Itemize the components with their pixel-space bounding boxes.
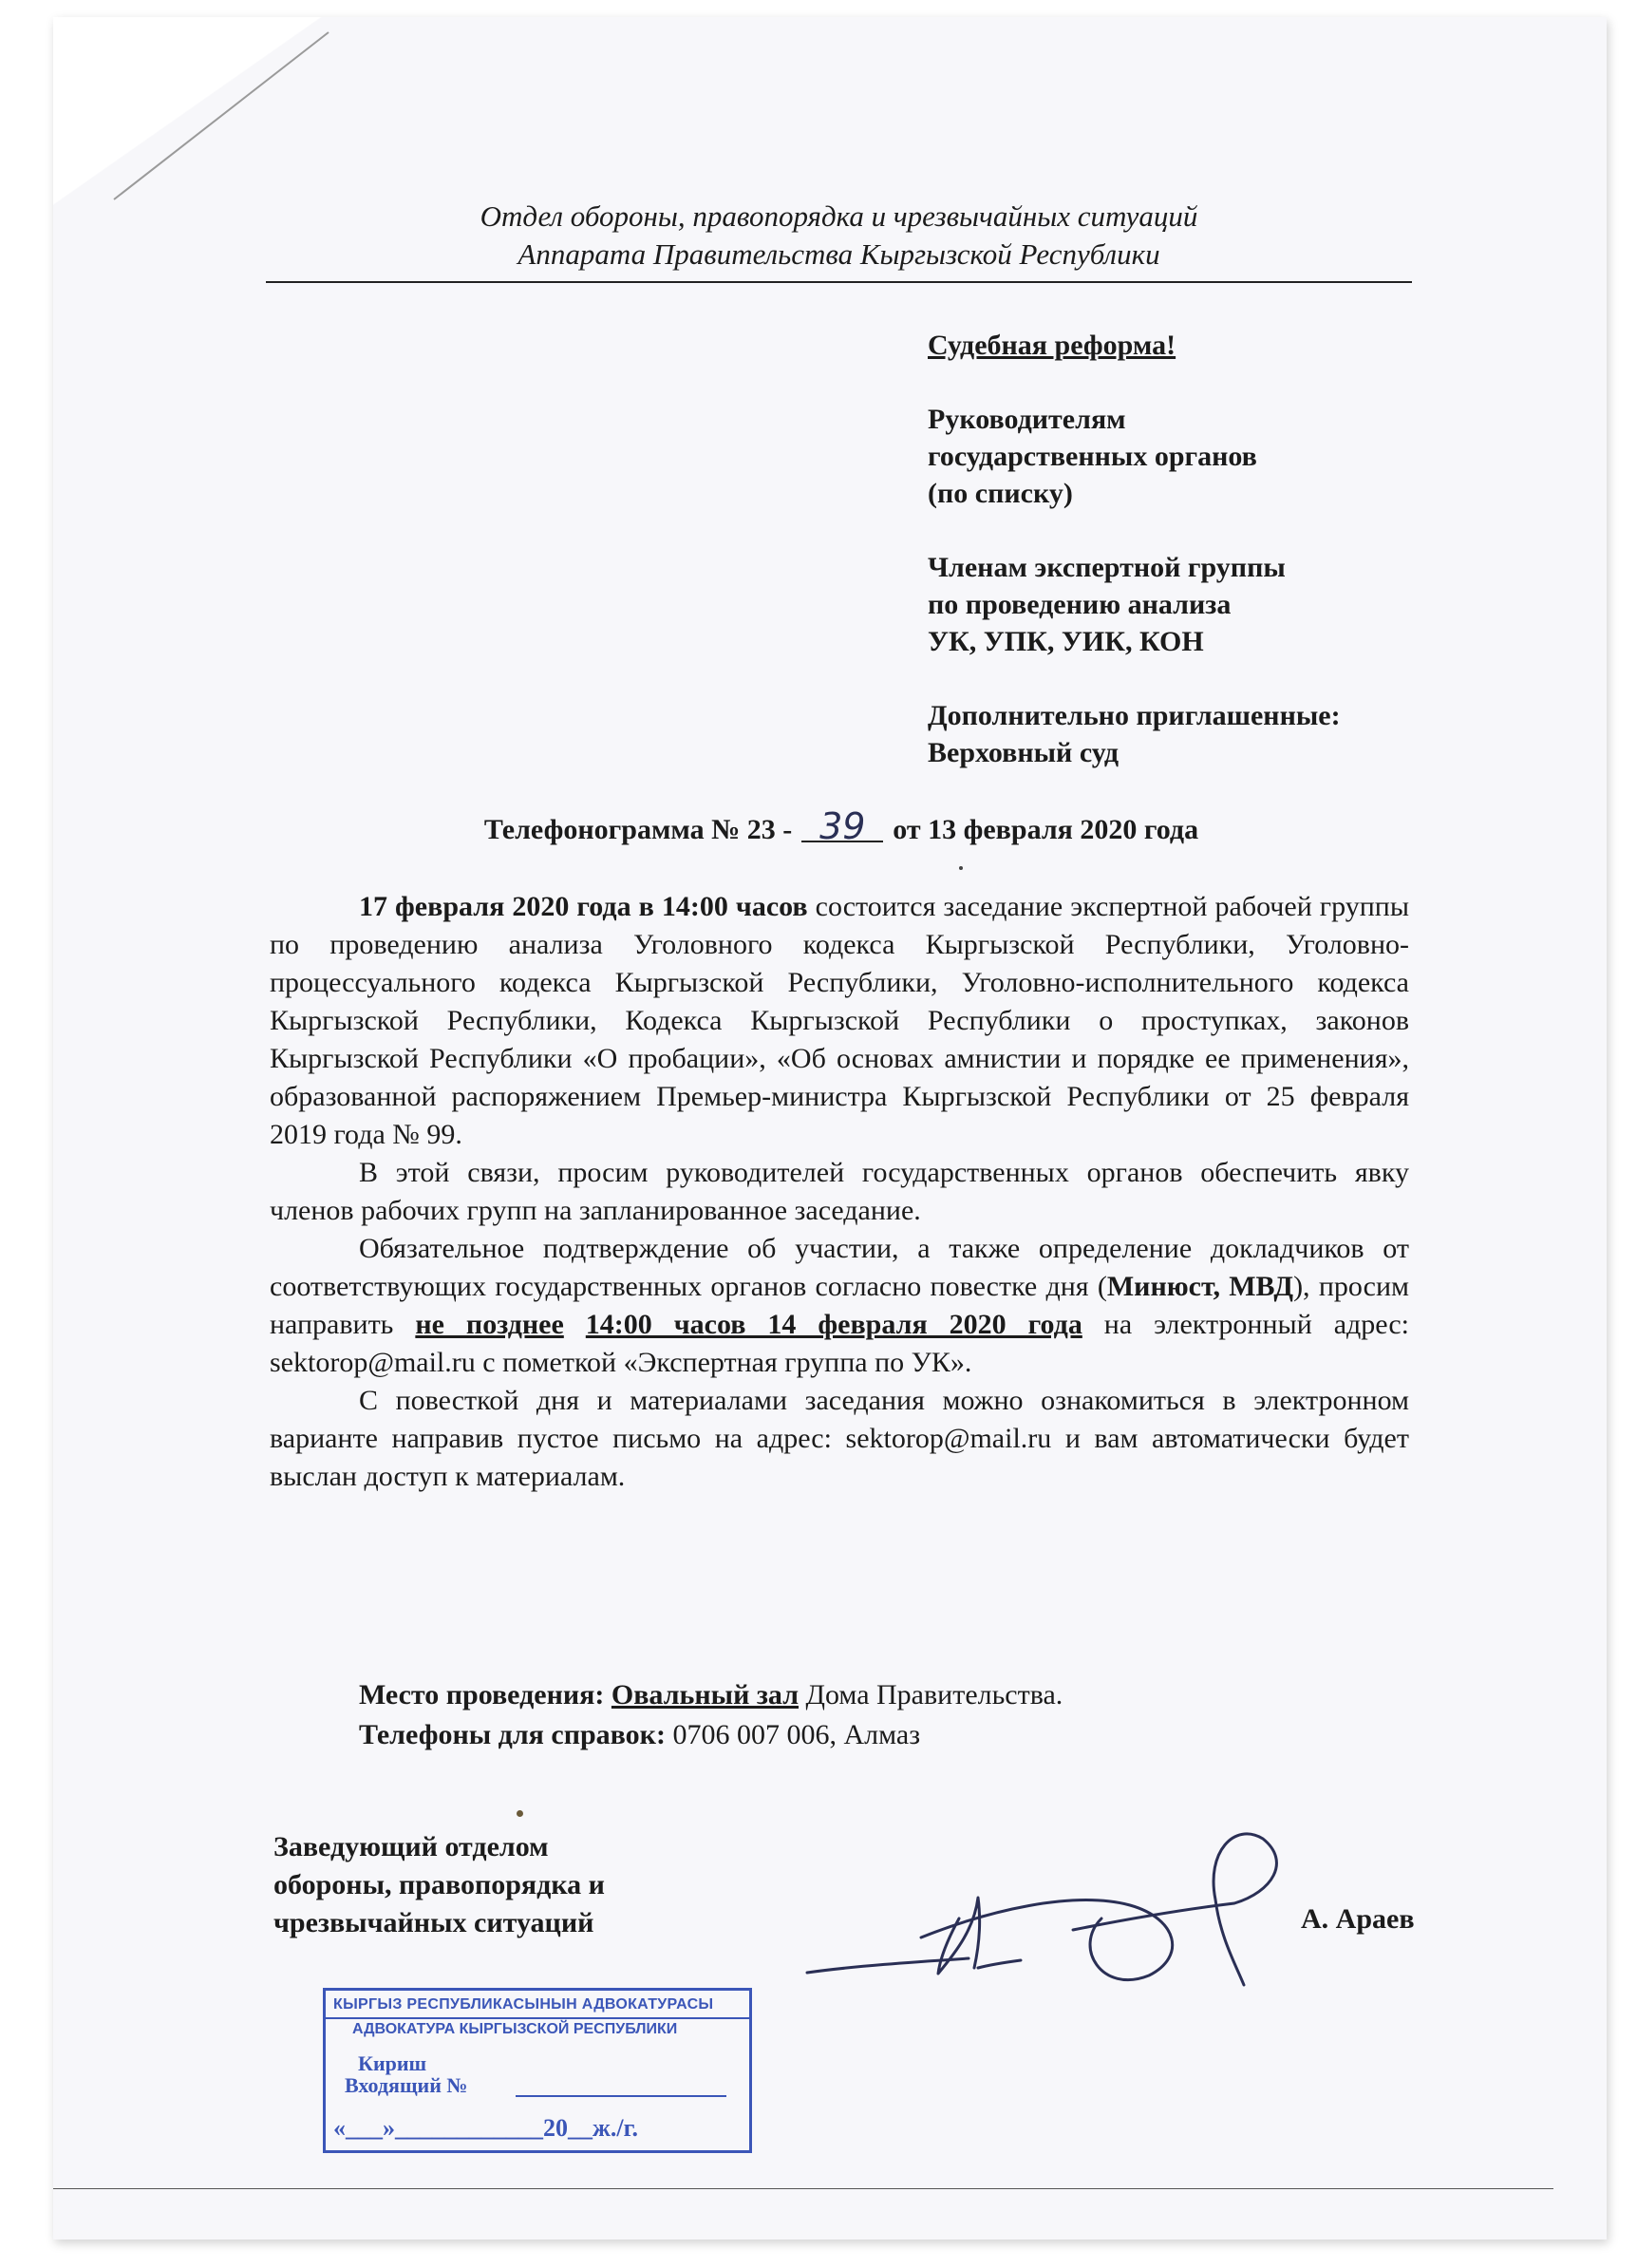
ink-speck (517, 1810, 523, 1817)
addressee-invited-1: Дополнительно приглашенные: (928, 700, 1341, 731)
incoming-registration-stamp (323, 1988, 752, 2153)
ink-speck (959, 866, 963, 870)
header-line-1: Отдел обороны, правопорядка и чрезвычайных ситуаций (480, 199, 1198, 233)
addressee-heads-3: (по списку) (928, 478, 1073, 509)
paragraph-4: С повесткой дня и материалами заседания можно ознакомиться в электронном варианте направив пустое письмо на адрес: sektorop@mail.ru и вам автоматически будет выслан доступ к материалам. (270, 1385, 1409, 1492)
stamp-line-2: АДВОКАТУРА КЫРГЫЗСКОЙ РЕСПУБЛИКИ (352, 2021, 678, 2037)
telephonogram-prefix: Телефонограмма № 23 - (483, 814, 793, 845)
header-line-2: Аппарата Правительства Кыргызской Республики (517, 237, 1160, 271)
signatory-name: А. Араев (1301, 1903, 1415, 1935)
venue-block (359, 1675, 1063, 1755)
addressee-experts-2: по проведению анализа (928, 589, 1232, 620)
department-header (266, 198, 1412, 274)
bottom-rule (53, 2188, 1553, 2189)
letter-body (270, 888, 1409, 1496)
venue-hall: Овальный зал (611, 1679, 800, 1710)
venue-line: Место проведения: Овальный зал Дома Правительства. (359, 1679, 1063, 1710)
addressee-heads-1: Руководителям (928, 404, 1126, 435)
telephonogram-number: 39 (801, 812, 883, 842)
phone-line: Телефоны для справок: 0706 007 006, Алмаз (359, 1719, 921, 1750)
addressee-invited-2: Верховный суд (928, 737, 1120, 768)
reform-label: Судебная реформа! (928, 330, 1176, 361)
paragraph-1: 17 февраля 2020 года в 14:00 часов состоится заседание экспертной рабочей группы по проведению анализа Уголовного кодекса Кыргызской Республики, Уголовно-процессуального кодекса Кыргызской Республики, Уголовно-исполнительного кодекса Кыргызской Республики, Кодекса Кыргызской Республики о проступках, законов Кыргызской Республики «О пробации», «Об основах амнистии и порядке ее применения», образованной распоряжением Премьер-министра Кыргызской Республики от 25 февраля 2019 года № 99. (270, 891, 1409, 1150)
stamp-line-1: КЫРГЫЗ РЕСПУБЛИКАСЫНЫН АДВОКАТУРАСЫ (333, 1996, 714, 2013)
stamp-line-3: Кириш (358, 2051, 427, 2075)
header-divider (266, 281, 1412, 283)
telephonogram-date: от 13 февраля 2020 года (893, 814, 1199, 845)
addressee-heads-2: государственных органов (928, 441, 1257, 472)
addressee-block (928, 327, 1341, 771)
paragraph-3: Обязательное подтверждение об участии, а также определение докладчиков от соответствующих государственных органов согласно повестке дня (Минюст, МВД), просим направить не позднее 14:00 часов 14 февраля 2020 года на электронный адрес: sektorop@mail.ru с пометкой «Экспертная группа по УК». (270, 1233, 1410, 1378)
addressee-experts-3: УК, УПК, УИК, КОН (928, 626, 1204, 657)
paragraph-2: В этой связи, просим руководителей государственных органов обеспечить явку членов рабочих групп на запланированное заседание. (270, 1157, 1409, 1226)
addressee-experts-1: Членам экспертной группы (928, 552, 1286, 583)
telephonogram-title (272, 805, 1411, 847)
handwritten-signature (788, 1824, 1301, 1994)
deadline: 14:00 часов 14 февраля 2020 года (585, 1309, 1082, 1340)
corner-fold-edge (110, 30, 338, 201)
stamp-line-4: Входящий № (345, 2073, 468, 2097)
signatory-title: Заведующий отделом обороны, правопорядка и чрезвычайных ситуаций (273, 1831, 605, 1938)
stamp-line-5: «___»____________20__ж./г. (333, 2114, 638, 2142)
meeting-datetime: 17 февраля 2020 года в 14:00 часов (359, 891, 808, 922)
